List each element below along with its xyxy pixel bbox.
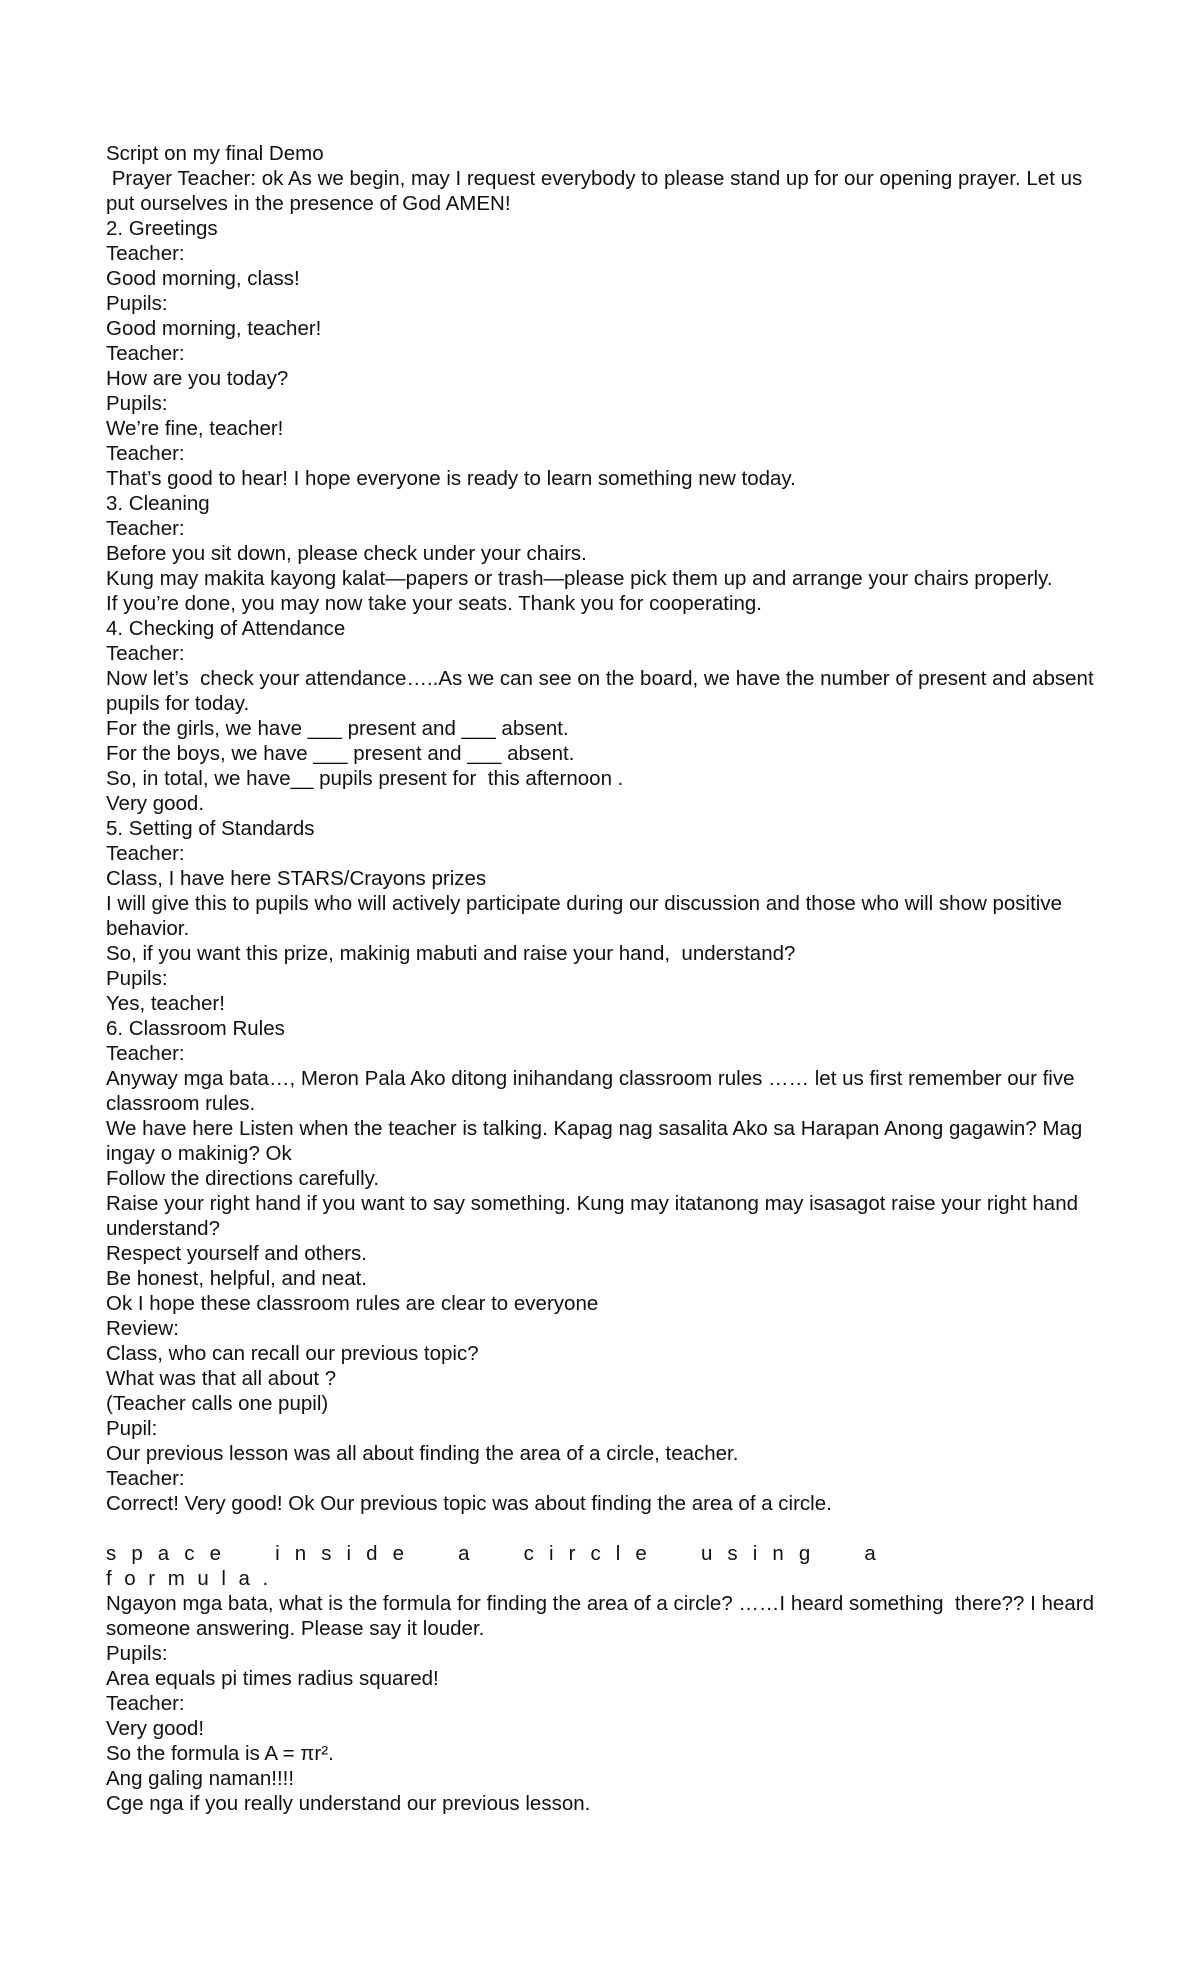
script-line: If you’re done, you may now take your seats. Thank you for cooperating.	[106, 592, 762, 615]
script-line: So the formula is A = πr².	[106, 1742, 334, 1765]
script-line: (Teacher calls one pupil)	[106, 1392, 329, 1415]
script-line: Class, I have here STARS/Crayons prizes	[106, 867, 487, 890]
script-line: 2. Greetings	[106, 217, 218, 240]
script-line: Anyway mga bata…, Meron Pala Ako ditong inihandang classroom rules …… let us first remember our five classroom rules.	[106, 1067, 1081, 1115]
script-line: What was that all about ?	[106, 1367, 337, 1390]
spaced-text-line-1: s p a c e i n s i d e a c i r c l e u s i n g a	[106, 1542, 876, 1565]
script-line: Teacher:	[106, 442, 185, 465]
script-line: Teacher:	[106, 242, 185, 265]
script-line: Correct! Very good! Ok Our previous topic was about finding the area of a circle.	[106, 1492, 832, 1515]
script-line: Ang galing naman!!!!	[106, 1767, 295, 1790]
script-line: Teacher:	[106, 517, 185, 540]
script-line: Teacher:	[106, 1467, 185, 1490]
script-line: Cge nga if you really understand our previous lesson.	[106, 1792, 591, 1815]
script-line: We have here Listen when the teacher is talking. Kapag nag sasalita Ako sa Harapan Anong gagawin? Mag ingay o makinig? Ok	[106, 1117, 1088, 1165]
document-body	[106, 141, 1116, 1816]
script-line: 3. Cleaning	[106, 492, 210, 515]
script-line: Prayer Teacher: ok As we begin, may I request everybody to please stand up for our opening prayer. Let us put ourselves in the presence of God AMEN!	[106, 167, 1088, 215]
script-line: 6. Classroom Rules	[106, 1017, 285, 1040]
script-line: Pupil:	[106, 1417, 158, 1440]
script-line: Pupils:	[106, 292, 168, 315]
script-line: For the girls, we have ___ present and ___ absent.	[106, 717, 569, 740]
script-line: Pupils:	[106, 392, 168, 415]
script-line: Pupils:	[106, 967, 168, 990]
spaced-text-line-2: formula.	[106, 1567, 281, 1590]
script-line: Kung may makita kayong kalat—papers or trash—please pick them up and arrange your chairs properly.	[106, 567, 1053, 590]
script-line: 4. Checking of Attendance	[106, 617, 346, 640]
script-line: So, in total, we have__ pupils present for this afternoon .	[106, 767, 624, 790]
script-line: Yes, teacher!	[106, 992, 225, 1015]
document-title: Script on my final Demo	[106, 142, 324, 165]
script-line: 5. Setting of Standards	[106, 817, 315, 840]
script-line: Ok I hope these classroom rules are clear to everyone	[106, 1292, 599, 1315]
script-line: Teacher:	[106, 842, 185, 865]
script-line: I will give this to pupils who will actively participate during our discussion and those who will show positive behavior.	[106, 892, 1068, 940]
script-line: Teacher:	[106, 1692, 185, 1715]
script-line: We’re fine, teacher!	[106, 417, 284, 440]
script-line: Good morning, teacher!	[106, 317, 322, 340]
script-line: So, if you want this prize, makinig mabuti and raise your hand, understand?	[106, 942, 796, 965]
script-lines-after	[106, 1591, 1116, 1816]
script-line: Teacher:	[106, 642, 185, 665]
script-line: For the boys, we have ___ present and ___ absent.	[106, 742, 575, 765]
script-line: How are you today?	[106, 367, 289, 390]
script-line: Area equals pi times radius squared!	[106, 1667, 439, 1690]
script-line: Pupils:	[106, 1642, 168, 1665]
script-line: Very good!	[106, 1717, 205, 1740]
paragraph-gap	[106, 1516, 1116, 1541]
script-line: Review:	[106, 1317, 179, 1340]
script-line: Class, who can recall our previous topic?	[106, 1342, 479, 1365]
script-line: Teacher:	[106, 342, 185, 365]
script-line: Raise your right hand if you want to say something. Kung may itatanong may isasagot raise your right hand understand?	[106, 1192, 1084, 1240]
script-line: Respect yourself and others.	[106, 1242, 367, 1265]
script-line: Be honest, helpful, and neat.	[106, 1267, 368, 1290]
script-lines-before	[106, 166, 1116, 1516]
script-line: Our previous lesson was all about finding the area of a circle, teacher.	[106, 1442, 739, 1465]
script-line: Now let’s check your attendance…..As we can see on the board, we have the number of present and absent pupils for today.	[106, 667, 1100, 715]
script-line: Teacher:	[106, 1042, 185, 1065]
script-line: Before you sit down, please check under your chairs.	[106, 542, 587, 565]
script-line: Ngayon mga bata, what is the formula for finding the area of a circle? ……I heard something there?? I heard someone answering. Please say it louder.	[106, 1592, 1100, 1640]
script-line: Follow the directions carefully.	[106, 1167, 380, 1190]
script-line: Good morning, class!	[106, 267, 300, 290]
script-line: That’s good to hear! I hope everyone is ready to learn something new today.	[106, 467, 796, 490]
script-line: Very good.	[106, 792, 205, 815]
